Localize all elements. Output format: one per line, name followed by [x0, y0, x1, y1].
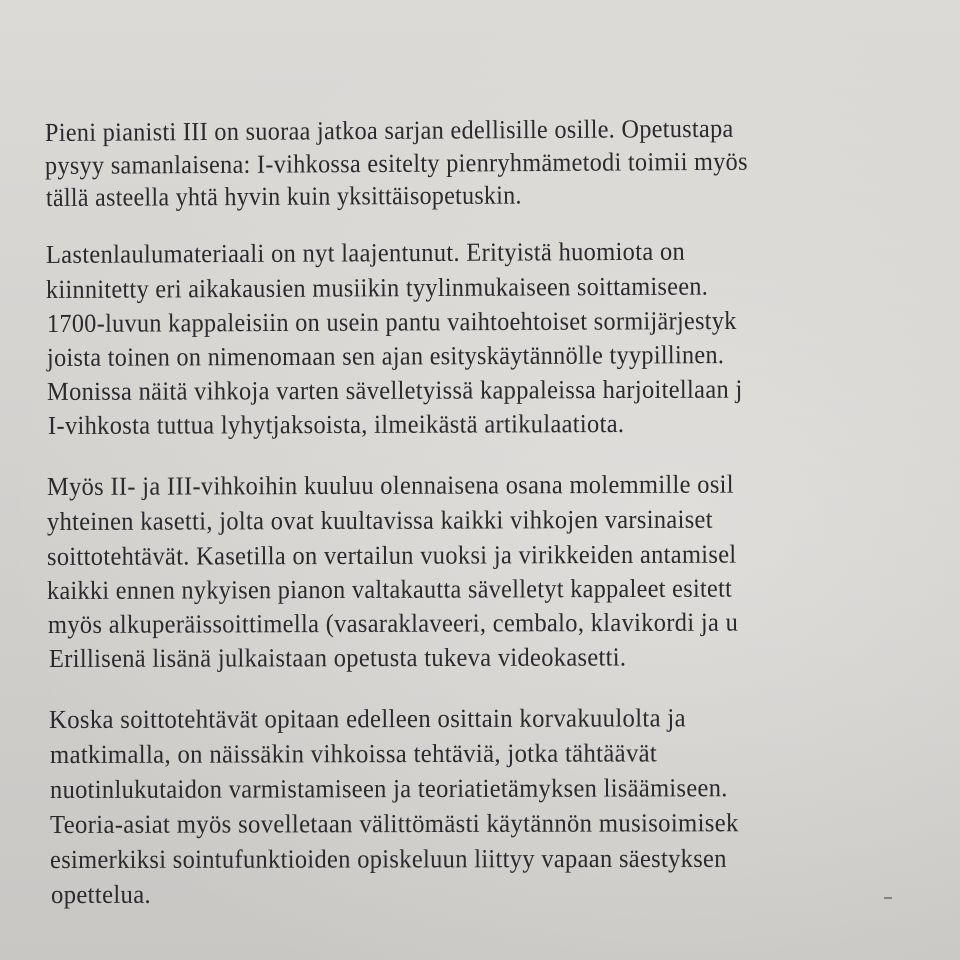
paragraph-2-line-6: I-vihkosta tuttua lyhytjaksoista, ilmeikästä artikulaatiota. [47, 408, 625, 440]
paragraph-4-line-2: matkimalla, on näissäkin vihkoissa tehtäviä, jotka tähtäävät [49, 738, 658, 769]
paragraph-2-line-1: Lastenlaulumateriaali on nyt laajentunut. Erityistä huomiota on [45, 236, 686, 269]
paragraph-4-line-4: Teoria-asiat myös sovelletaan välittömästi käytännön musisoimisek [49, 808, 739, 839]
paragraph-3-line-3: soittotehtävät. Kasetilla on vertailun vuoksi ja virikkeiden antamisel [46, 539, 737, 571]
paragraph-4-line-5: esimerkiksi sointufunktioiden opiskeluun liittyy vapaan säestyksen [49, 843, 727, 874]
paragraph-2-line-4: joista toinen on nimenomaan sen ajan esityskäytännölle tyypillinen. [46, 340, 725, 372]
paragraph-1-line-3: tällä asteella yhtä hyvin kuin yksittäisopetuskin. [45, 180, 522, 212]
paragraph-4-line-1: Koska soittotehtävät opitaan edelleen osittain korvakuulolta ja [48, 703, 686, 734]
print-speck [884, 897, 892, 899]
paragraph-2-line-3: 1700-luvun kappaleisiin on usein pantu vaihtoehtoiset sormijärjestyk [46, 305, 737, 338]
paragraph-2-line-2: kiinnitetty eri aikakausien musiikin tyylinmukaiseen soittamiseen. [45, 271, 709, 304]
paragraph-4-line-6: opettelua. [50, 879, 152, 909]
paragraph-2-line-5: Monissa näitä vihkoja varten sävelletyissä kappaleissa harjoitellaan j [46, 374, 743, 406]
paragraph-4-line-3: nuotinlukutaidon varmistamiseen ja teoriatietämyksen lisäämiseen. [49, 773, 728, 804]
paragraph-3-line-4: kaikki ennen nykyisen pianon valtakautta sävelletyt kappaleet esitett [46, 573, 733, 605]
paragraph-1-line-1: Pieni pianisti III on suoraa jatkoa sarjan edellisille osille. Opetustapa [44, 113, 734, 147]
paragraph-3-line-2: yhteinen kasetti, jolta ovat kuultavissa kaikki vihkojen varsinaiset [46, 504, 713, 536]
paragraph-1-line-2: pysyy samanlaisena: I-vihkossa esitelty pienryhmämetodi toimii myös [44, 146, 748, 180]
paragraph-3-line-6: Erillisenä lisänä julkaistaan opetusta tukeva videokasetti. [48, 642, 627, 673]
paragraph-3-line-1: Myös II- ja III-vihkoihin kuuluu olennaisena osana molemmille osil [46, 469, 734, 501]
paragraph-3-line-5: myös alkuperäissoittimella (vasaraklaveeri, cembalo, klavikordi ja u [47, 607, 739, 639]
